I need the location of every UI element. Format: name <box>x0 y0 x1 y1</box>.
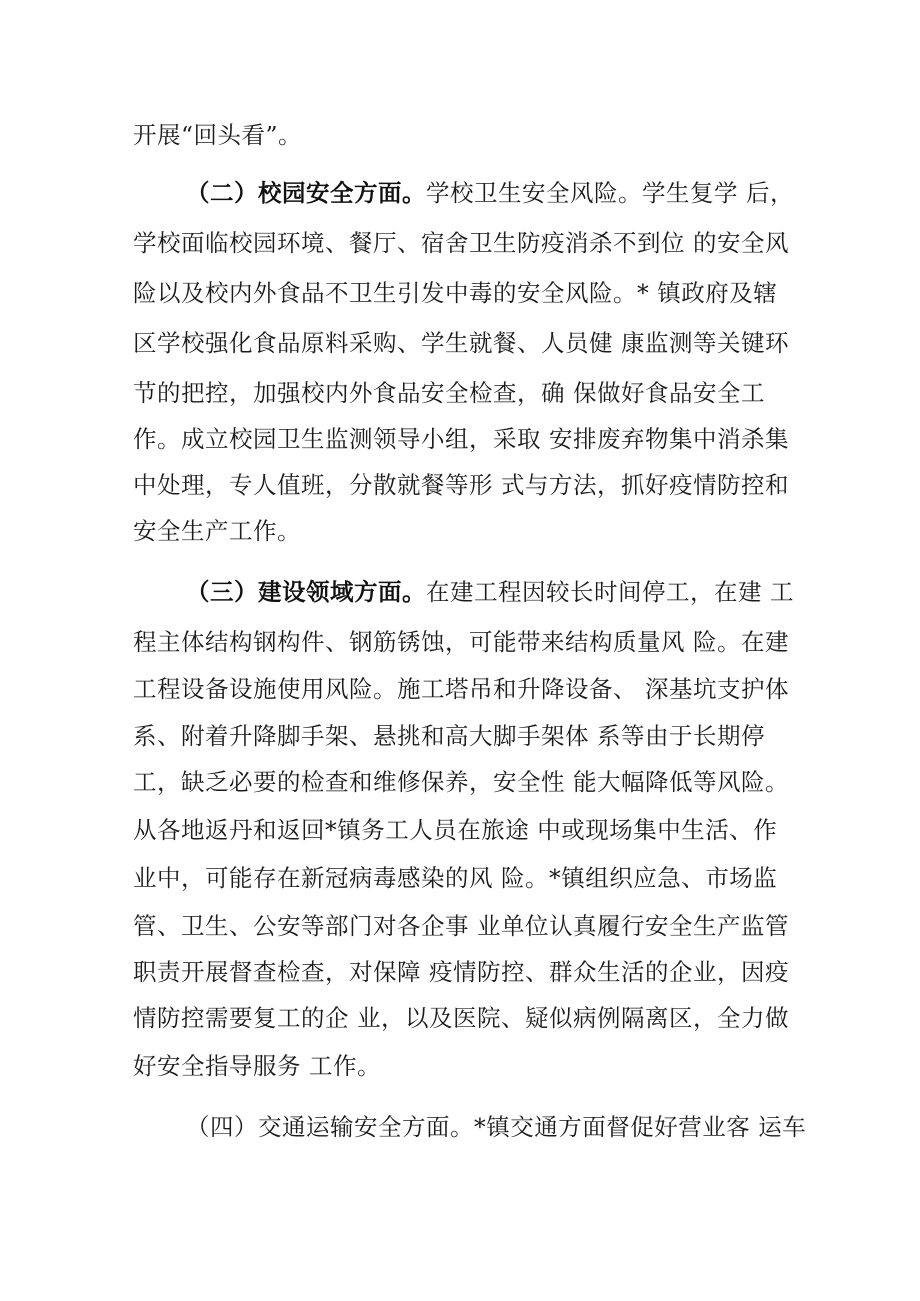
paragraph-4-line-1: （四）交通运输安全方面。*镇交通方面督促好营业客 运车 <box>186 1113 807 1141</box>
paragraph-2-line-6: 作。成立校园卫生监测领导小组，采取 安排废弃物集中消杀集 <box>133 425 789 453</box>
paragraph-3-line-6: 从各地返丹和返回*镇务工人员在旅途 中或现场集中生活、作 <box>133 816 778 844</box>
paragraph-3-line-11: 好安全指导服务 工作。 <box>133 1052 381 1080</box>
paragraph-2-line-8: 安全生产工作。 <box>133 517 301 545</box>
paragraph-2-line-5: 节的把控，加强校内外食品安全检查，确 保做好食品安全工 <box>133 379 765 407</box>
paragraph-2-line-2: 学校面临校园环境、餐厅、宿舍卫生防疫消杀不到位 的安全风 <box>133 229 789 257</box>
paragraph-3-line-3: 工程设备设施使用风险。施工塔吊和升降设备、 深基坑支护体 <box>133 675 789 703</box>
paragraph-1-line-1: 开展“回头看”。 <box>133 121 303 149</box>
paragraph-2-line-3: 险以及校内外食品不卫生引发中毒的安全风险。* 镇政府及辖 <box>133 279 778 307</box>
paragraph-2-line-7: 中处理，专人值班，分散就餐等形 式与方法，抓好疫情防控和 <box>133 471 789 499</box>
section-2-heading: （二）校园安全方面。 <box>186 179 426 207</box>
section-3-heading: （三）建设领域方面。 <box>186 578 426 606</box>
paragraph-2-line-1 <box>186 173 846 213</box>
paragraph-3-line-4: 系、附着升降脚手架、悬挑和高大脚手架体 系等由于长期停 <box>133 722 765 750</box>
paragraph-2-line-1-text: 学校卫生安全风险。学生复学 后， <box>426 179 794 207</box>
paragraph-3-line-7: 业中，可能存在新冠病毒感染的风 险。*镇组织应急、市场监 <box>133 864 778 892</box>
paragraph-3-line-10: 情防控需要复工的企 业，以及医院、疑似病例隔离区，全力做 <box>133 1004 789 1032</box>
paragraph-2-line-4: 区学校强化食品原料采购、学生就餐、人员健 康监测等关键环 <box>133 329 789 357</box>
paragraph-3-line-1 <box>186 572 846 612</box>
paragraph-3-line-8: 管、卫生、公安等部门对各企事 业单位认真履行安全生产监管 <box>133 912 789 940</box>
paragraph-3-line-9: 职责开展督查检查，对保障 疫情防控、群众生活的企业，因疫 <box>133 958 789 986</box>
paragraph-3-line-5: 工，缺乏必要的检查和维修保养，安全性 能大幅降低等风险。 <box>133 768 789 796</box>
paragraph-3-line-1-text: 在建工程因较长时间停工，在建 工 <box>426 578 794 606</box>
paragraph-3-line-2: 程主体结构钢构件、钢筋锈蚀，可能带来结构质量风 险。在建 <box>133 628 789 656</box>
